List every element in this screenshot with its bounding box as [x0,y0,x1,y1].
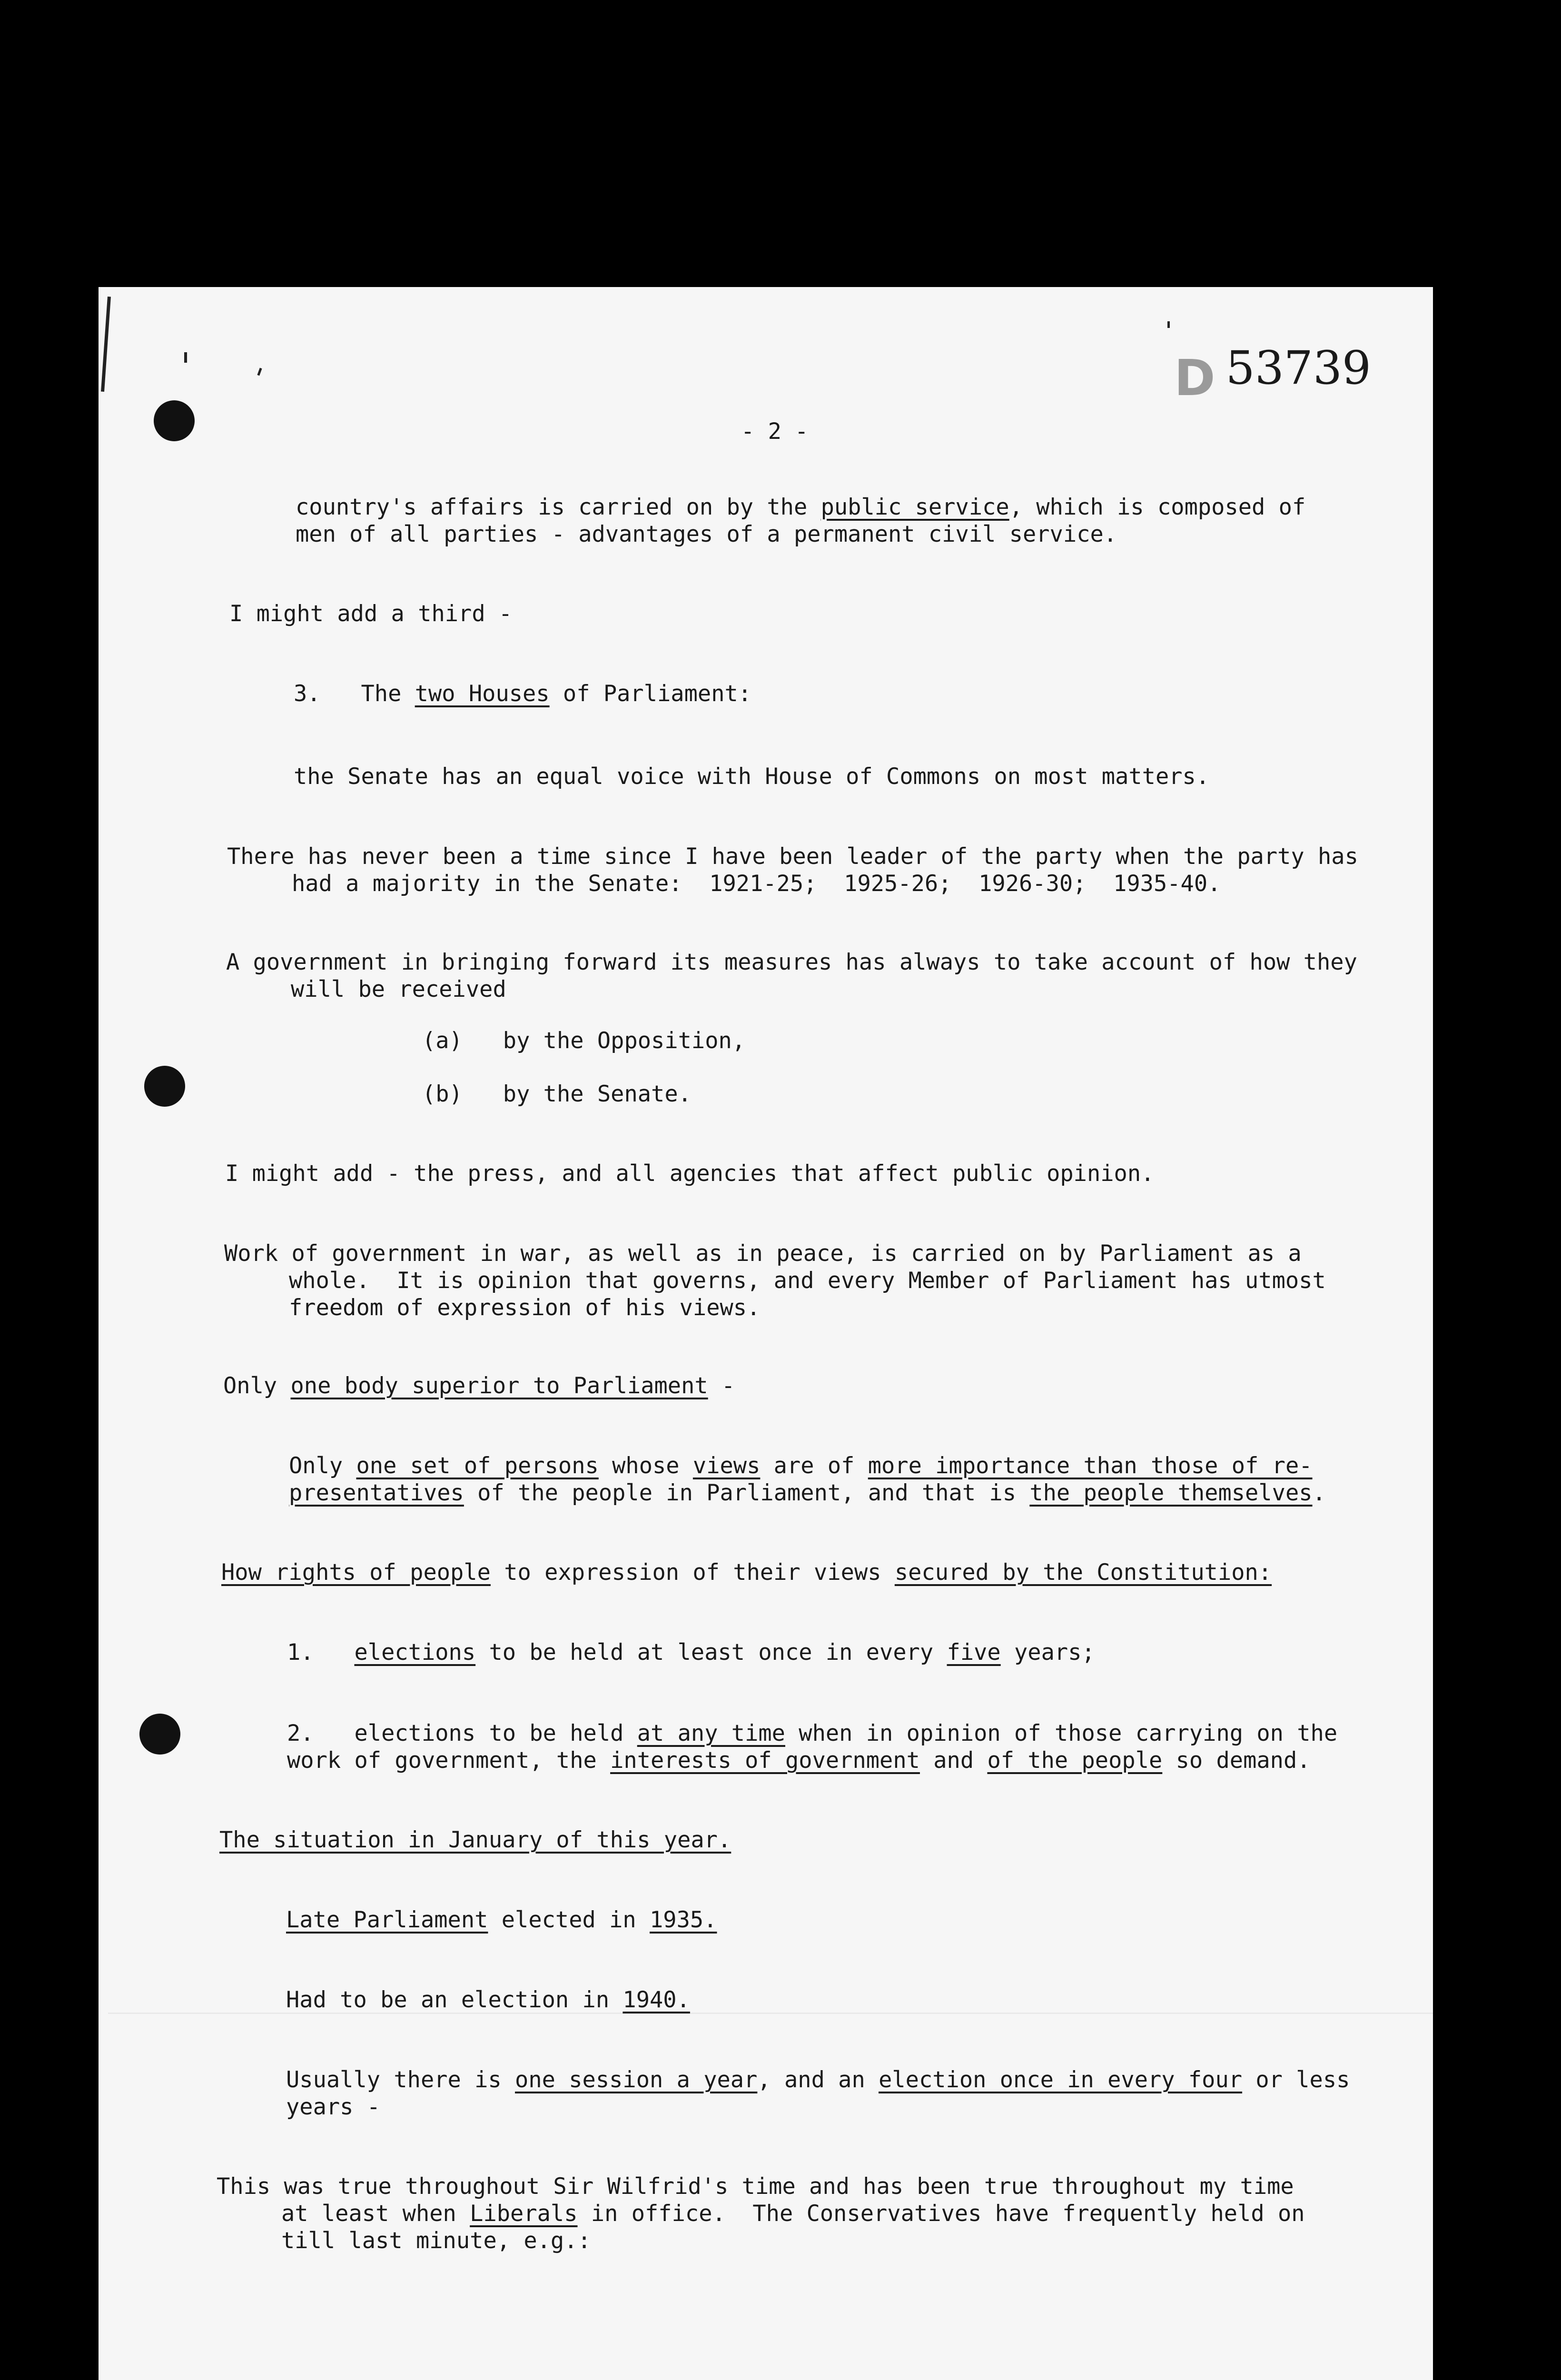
text-run: - [708,1373,735,1399]
text-run: at least when [281,2201,470,2227]
text-run: 2. elections to be held [287,1720,637,1746]
punch-hole-top [154,400,195,441]
underlined-text: Liberals [470,2201,578,2227]
text-run: . [1312,1480,1326,1506]
list-item [287,1747,1311,1774]
text-run: whose [598,1453,693,1479]
paragraph-line [296,494,1305,521]
text-run: country's affairs is carried on by the [296,494,821,520]
paragraph-line: Work of government in war, as well as in peace, is carried on by Parliament as a [224,1240,1302,1267]
paragraph-line: This was true throughout Sir Wilfrid's time and has been true throughout my time [217,2173,1294,2200]
paper-mark [101,297,111,392]
underlined-text: one session a year [515,2067,758,2093]
paragraph-line [286,1906,717,1934]
underlined-text: one set of persons [356,1453,599,1479]
text-run: 1. [287,1639,355,1666]
underlined-text: presentatives [289,1480,464,1506]
paragraph-line: will be received [291,976,506,1002]
list-item [287,1720,1337,1747]
text-run: Only [223,1373,291,1399]
punch-hole-bottom [139,1714,180,1755]
text-run: so demand. [1162,1747,1311,1774]
paragraph-line [286,2066,1350,2093]
underlined-text: the people themselves [1029,1480,1313,1506]
stamp-letter: D [1174,349,1215,407]
underlined-text: of the people [987,1747,1163,1774]
text-run: , and an [757,2067,879,2093]
text-run: and [919,1747,988,1774]
paper-mark [184,352,187,363]
text-run: , which is composed of [1009,494,1306,520]
underlined-text: more importance than those of re- [868,1453,1313,1479]
paragraph-line: whole. It is opinion that governs, and every Member of Parliament has utmost [289,1268,1326,1294]
underlined-text: 1940. [622,1987,690,2013]
text-run: work of government, the [287,1747,611,1774]
paragraph-line: till last minute, e.g.: [281,2228,591,2254]
paragraph-line: years - [286,2094,381,2120]
underlined-text: How rights of people [221,1559,491,1586]
underlined-text: one body superior to Parliament [290,1373,708,1399]
underlined-text: two Houses [415,681,550,707]
underlined-text: Late Parliament [286,1907,488,1933]
underlined-text: views [692,1453,761,1479]
paragraph-line [289,1479,1326,1507]
text-run: Had to be an election in [286,1987,623,2013]
text-run: to expression of their views [490,1559,895,1586]
text-run: to be held at least once in every [475,1639,947,1666]
underlined-text: elections [354,1639,476,1666]
section-heading [219,1826,731,1854]
paragraph-line: I might add - the press, and all agencies that affect public opinion. [225,1160,1155,1187]
underlined-text: interests of government [610,1747,920,1774]
page-number: - 2 - [741,418,809,445]
list-item [287,1639,1095,1666]
paragraph-line [223,1372,735,1399]
text-run: of the people in Parliament, and that is [464,1480,1030,1506]
underlined-text: election once in every four [879,2067,1243,2093]
paper-mark [1167,321,1170,328]
paragraph-line: men of all parties - advantages of a permanent civil service. [296,521,1117,547]
underlined-text: public service [820,494,1009,520]
paragraph-line [294,680,751,707]
text-run: of Parliament: [549,681,752,707]
paragraph-line: the Senate has an equal voice with House of Commons on most matters. [294,764,1210,790]
text-run: Only [289,1453,356,1479]
text-run: are of [760,1453,868,1479]
list-item: (a) by the Opposition, [422,1028,746,1054]
paragraph-line: A government in bringing forward its measures has always to take account of how they [226,949,1357,975]
text-run: elected in [488,1907,650,1933]
document-page [99,287,1433,2380]
paragraph-line [286,1986,690,2013]
text-run: in office. The Conservatives have frequently held on [577,2201,1305,2227]
paragraph-line: had a majority in the Senate: 1921-25; 1925-26; 1926-30; 1935-40. [292,871,1221,897]
paragraph-line: There has never been a time since I have been leader of the party when the party has [227,843,1358,870]
paper-mark [257,368,262,376]
underlined-text: secured by the Constitution: [894,1559,1272,1586]
stamp-number: 53739 [1225,341,1371,395]
archive-stamp [1174,341,1371,425]
underlined-text: 1935. [650,1907,717,1933]
text-run: 3. The [294,681,415,707]
text-run: when in opinion of those carrying on the [785,1720,1338,1746]
paragraph-line [281,2200,1305,2227]
underlined-text: The situation in January of this year. [219,1827,731,1853]
underlined-text: at any time [637,1720,785,1746]
paragraph-line [289,1452,1313,1479]
paragraph-line [221,1559,1272,1586]
text-run: Usually there is [286,2067,515,2093]
list-item: (b) by the Senate. [422,1081,692,1107]
paragraph-line: I might add a third - [229,601,513,627]
paragraph-line: freedom of expression of his views. [289,1295,761,1321]
punch-hole-middle [144,1066,185,1107]
underlined-text: five [947,1639,1001,1666]
text-run: or less [1242,2067,1350,2093]
text-run: years; [1000,1639,1095,1666]
